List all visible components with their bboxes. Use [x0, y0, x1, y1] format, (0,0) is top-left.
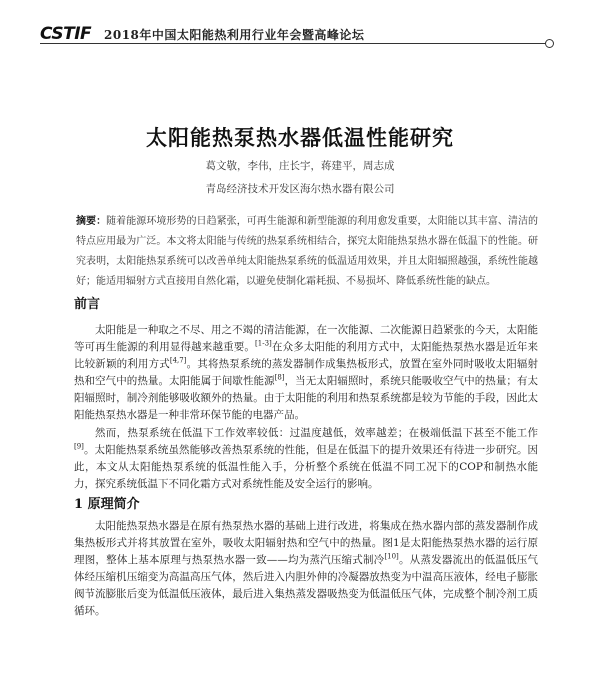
principle-p1-text-b: 。从蒸发器流出的低温低压气体经压缩机压缩变为高温高压气体，然后进入内胆外伸的冷凝器放热变为中温高压液体，经电子膨胀阀节流膨胀后变为低温低压液体，最后进入集热蒸发器吸热变为低温低压气体，完成整个制冷剂工质循环。: [74, 554, 539, 617]
section-heading-intro: 前言: [74, 297, 101, 312]
principle-paragraph-1: [74, 518, 538, 620]
citation: [10]: [384, 552, 399, 561]
citation: [1-3]: [255, 339, 272, 348]
header-circle-icon: [545, 39, 554, 48]
citation: [9]: [74, 442, 84, 451]
intro-paragraph-1: [74, 322, 538, 424]
cstif-logo: CSTIF: [40, 24, 92, 44]
principle-p1-text-a: 太阳能热泵热水器是在原有热泵热水器的基础上进行改进，将集成在热水器内部的蒸发器制作成集热板形式并将其放置在室外，吸收太阳辐射热和空气中的热量。图1是太阳能热泵热水器的运行原理图，整体上基本原理与热泵热水器一致——均为蒸汽压缩式制冷: [74, 520, 538, 566]
intro-paragraph-2: [74, 425, 538, 493]
conference-title: 2018年中国太阳能热利用行业年会暨高峰论坛: [104, 28, 365, 42]
citation: [8]: [274, 373, 285, 382]
section-heading-principle: 1 原理简介: [74, 497, 140, 512]
paper-title: 太阳能热泵热水器低温性能研究: [146, 125, 454, 150]
abstract: [76, 212, 538, 292]
abstract-text: 随着能源环境形势的日趋紧张，可再生能源和新型能源的利用愈发重要，太阳能以其丰富、清洁的特点应用最为广泛。本文将太阳能与传统的热泵系统相结合，探究太阳能热泵热水器在低温下的性能。研究表明，太阳能热泵系统可以改善单纯太阳能热泵系统的低温适用效果，并且太阳辐照越强，系统性能越好；能适用辐射方式直接用自然化霜，以避免使制化霜耗损、不易损坏、降低系统性能的缺点。: [76, 216, 539, 287]
intro-p2-text-a: 然而，热泵系统在低温下工作效率较低：过温度越低，效率越差；在极端低温下甚至不能工作: [95, 427, 538, 439]
conference-header: [40, 22, 560, 50]
abstract-label: 摘要：: [76, 216, 107, 227]
intro-p1-text-a: 太阳能是一种取之不尽、用之不竭的清洁能源，在一次能源、二次能源日趋紧张的今天，太阳能等可再生能源的利用显得越来越重要。: [74, 324, 538, 353]
intro-p1-text-b: 在众多太阳能的利用方式中，太阳能热泵热水器是近年来比较新颖的利用方式: [74, 341, 539, 370]
paper-affiliation: 青岛经济技术开发区海尔热水器有限公司: [205, 183, 395, 195]
header-rule: [40, 43, 548, 44]
intro-p1-text-c: 。其将热泵系统的蒸发器制作成集热板形式，放置在室外同时吸收太阳辐射热和空气中的热量。太阳能属于间歇性能源: [74, 358, 539, 387]
paper-authors: 葛文敬，李伟，庄长宇，蒋建平，周志成: [205, 160, 395, 172]
intro-p2-text-b: 。太阳能热泵系统虽然能够改善热泵系统的性能，但是在低温下的提升效果还有待进一步研究。因此，本文从太阳能热泵系统的低温性能入手，分析整个系统在低温不同工况下的COP和制热水能力，探究系统低温下不同化霜方式对系统性能及安全运行的影响。: [74, 444, 538, 490]
citation: [4,7]: [169, 356, 187, 365]
intro-p1-text-d: ，当无太阳辐照时，系统只能吸收空气中的热量；有太阳辐照时，制冷剂能够吸收额外的热量。由于太阳能的利用和热泵系统都是较为节能的手段，因此太阳能热泵热水器是一种非常环保节能的电器产品。: [74, 375, 539, 421]
